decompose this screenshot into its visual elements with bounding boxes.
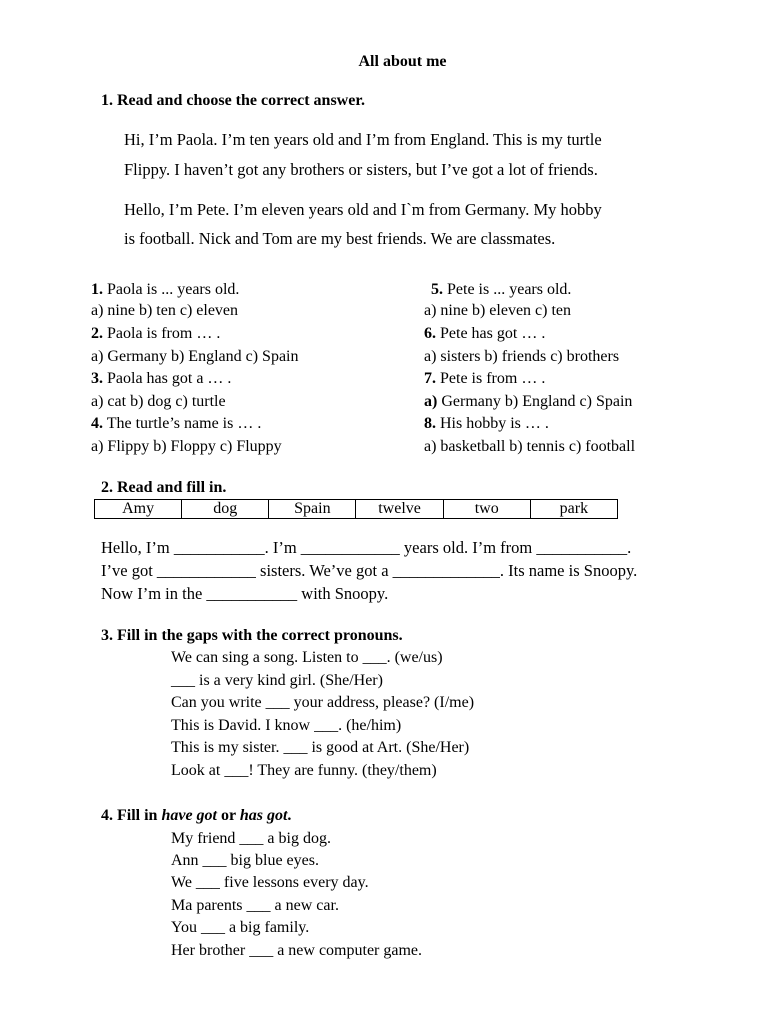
word-cell: Amy (95, 500, 182, 519)
question-1: 1. Paola is ... years old. (91, 281, 240, 298)
paola-text-line1: Hi, I’m Paola. I’m ten years old and I’m from England. This is my turtle (124, 130, 602, 149)
question-3: 3. Paola has got a … . (91, 370, 232, 387)
question-8: 8. His hobby is … . (424, 415, 549, 432)
have-got-line: You ___ a big family. (171, 919, 310, 936)
question-2-options: a) Germany b) England c) Spain (91, 348, 299, 365)
section2-heading: 2. Read and fill in. (101, 479, 227, 496)
section4-heading: 4. Fill in have got or has got. (101, 807, 292, 824)
word-cell: Spain (269, 500, 356, 519)
pronoun-line: Look at ___! They are funny. (they/them) (171, 762, 437, 779)
question-1-options: a) nine b) ten c) eleven (91, 302, 239, 319)
section1-heading: 1. Read and choose the correct answer. (101, 92, 365, 109)
pronoun-line: ___ is a very kind girl. (She/Her) (171, 672, 383, 689)
have-got-line: Her brother ___ a new computer game. (171, 942, 423, 959)
paola-text-line2: Flippy. I haven’t got any brothers or sisters, but I’ve got a lot of friends. (124, 160, 598, 179)
pronoun-line: We can sing a song. Listen to ___. (we/us) (171, 649, 443, 666)
pronoun-line: This is my sister. ___ is good at Art. (She/Her) (171, 739, 470, 756)
question-3-options: a) cat b) dog c) turtle (91, 393, 226, 410)
question-7: 7. Pete is from … . (424, 370, 546, 387)
question-5-options: a) nine b) eleven c) ten (424, 302, 572, 319)
word-cell: twelve (356, 500, 443, 519)
have-got-line: My friend ___ a big dog. (171, 830, 331, 847)
question-4: 4. The turtle’s name is … . (91, 415, 262, 432)
question-8-options: a) basketball b) tennis c) football (424, 438, 636, 455)
question-2: 2. Paola is from … . (91, 325, 221, 342)
section3-heading: 3. Fill in the gaps with the correct pronouns. (101, 627, 403, 644)
pete-text-line2: is football. Nick and Tom are my best friends. We are classmates. (124, 229, 556, 248)
word-cell: park (530, 500, 617, 519)
fill-in-line2: I’ve got ____________ sisters. We’ve got a _____________. Its name is Snoopy. (101, 561, 638, 580)
word-cell: two (443, 500, 530, 519)
pete-text-line1: Hello, I’m Pete. I’m eleven years old and I`m from Germany. My hobby (124, 200, 602, 219)
pronoun-line: This is David. I know ___. (he/him) (171, 717, 402, 734)
have-got-line: Ma parents ___ a new car. (171, 897, 339, 914)
question-7-options: a) Germany b) England c) Spain (424, 393, 633, 410)
word-box (94, 499, 618, 519)
question-6: 6. Pete has got … . (424, 325, 546, 342)
word-cell: dog (182, 500, 269, 519)
pronoun-line: Can you write ___ your address, please? (I/me) (171, 694, 475, 711)
question-6-options: a) sisters b) friends c) brothers (424, 348, 620, 365)
have-got-line: Ann ___ big blue eyes. (171, 852, 319, 869)
fill-in-line1: Hello, I’m ___________. I’m ____________ years old. I’m from ___________. (101, 538, 632, 557)
question-4-options: a) Flippy b) Floppy c) Fluppy (91, 438, 282, 455)
have-got-line: We ___ five lessons every day. (171, 874, 369, 891)
fill-in-line3: Now I’m in the ___________ with Snoopy. (101, 584, 389, 603)
page-title: All about me (358, 53, 447, 70)
question-5: 5. Pete is ... years old. (431, 281, 572, 298)
